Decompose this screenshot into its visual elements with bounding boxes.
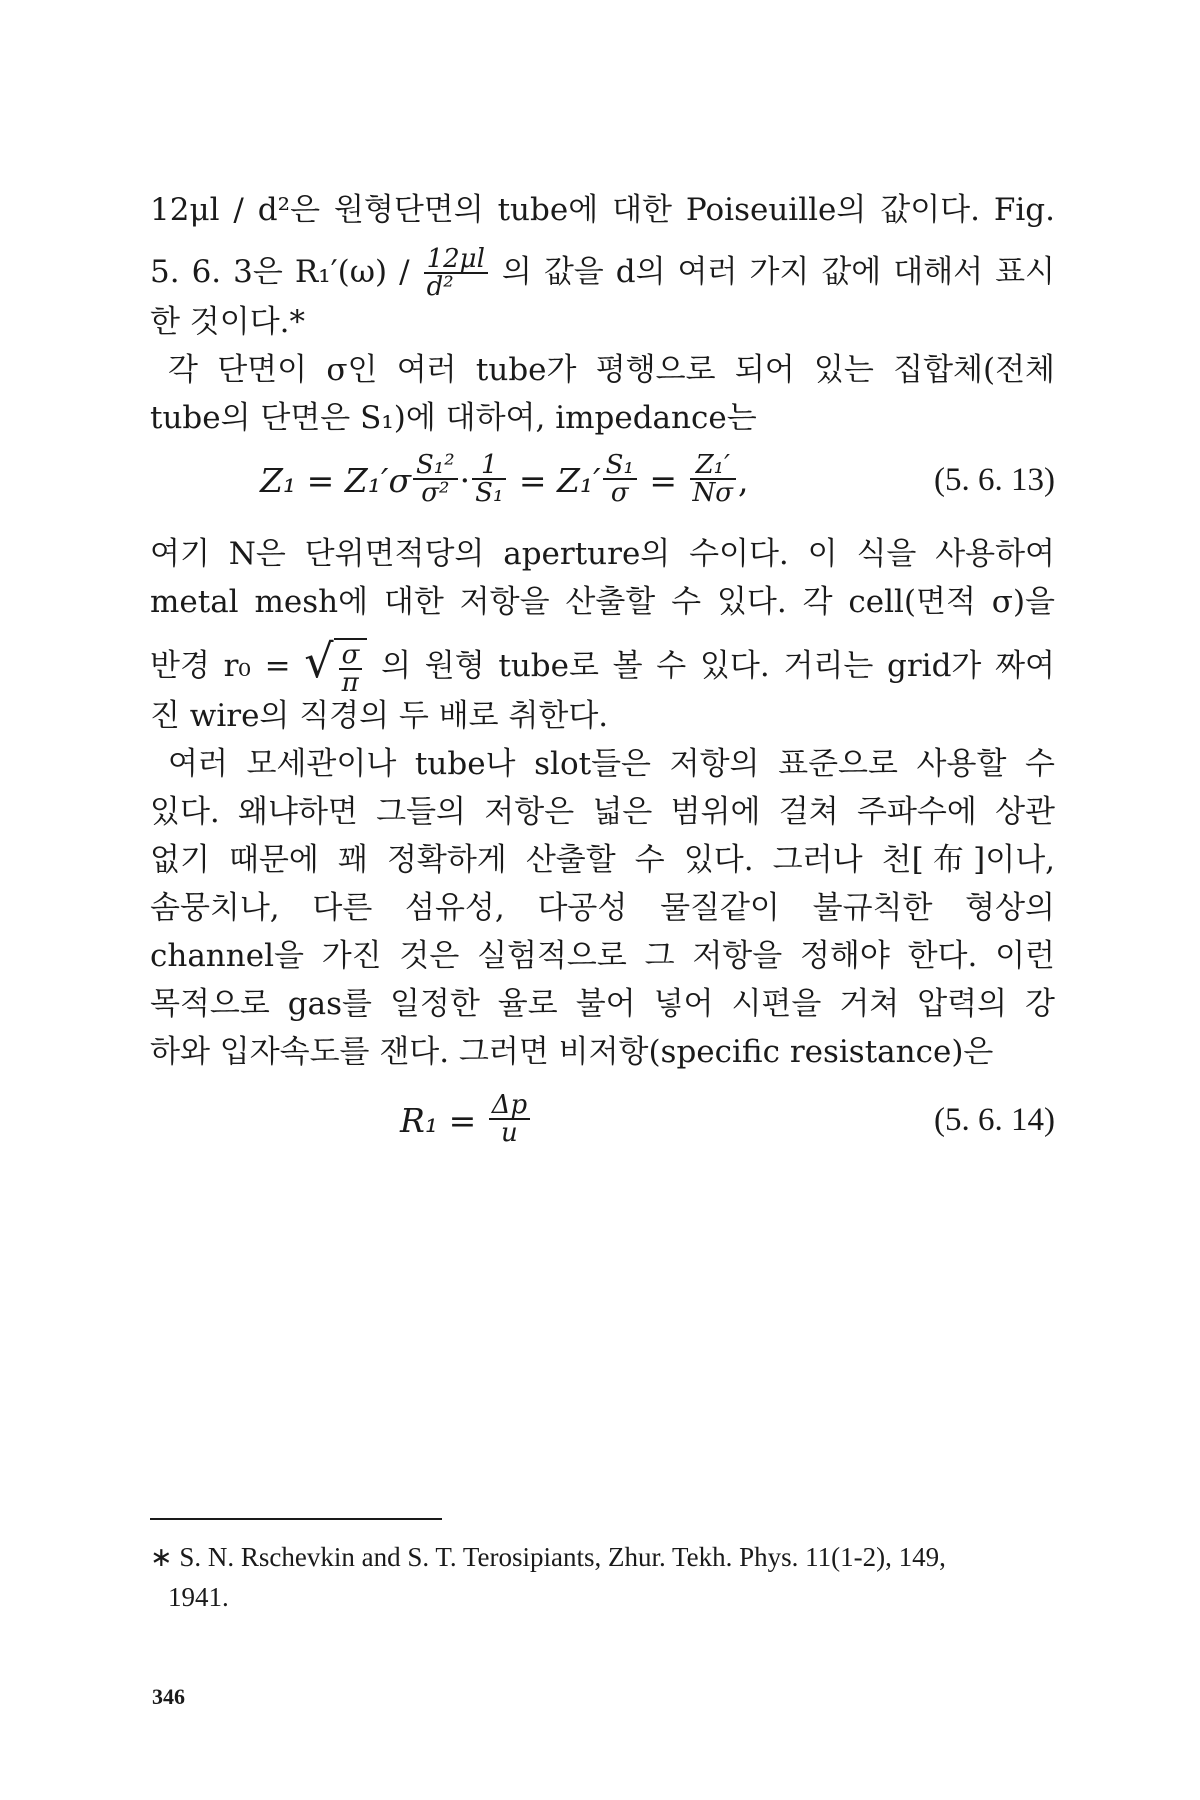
eq1-fraction-2 [472,452,506,507]
radical-sign: √ [304,634,334,688]
text-line-9: 진 wire의 직경의 두 배로 취한다. [150,698,609,734]
eq2-lhs: R₁ = [400,1100,487,1140]
text-line-7: metal mesh에 대한 저항을 산출할 수 있다. 각 cell(면적 σ)을 [150,584,1055,620]
text-line-8-start: 반경 r₀ = [150,648,305,685]
eq2-fraction-num: Δp [489,1092,530,1120]
sqrt-radicand [334,638,368,697]
inline-fraction [424,246,488,301]
text-line-12: 없기 때문에 꽤 정확하게 산출할 수 있다. 그러나 천[布]이나, [150,842,1055,878]
eq2-fraction-den: u [501,1118,518,1149]
eq1-fraction-3 [603,452,637,507]
text-line-13: 솜뭉치나, 다른 섬유성, 다공성 물질같이 불규칙한 형상의 [150,890,1055,926]
equation-number-5-6-14: (5. 6. 14) [934,1101,1055,1138]
eq1-fraction-4 [690,452,737,507]
eq1-tail: , [738,460,749,500]
text-line-8-end: 의 원형 tube로 볼 수 있다. 거리는 grid가 짜여 [381,648,1055,685]
text-line-2 [150,246,1055,301]
inline-fraction-denominator: d² [426,272,454,302]
text-line-5: tube의 단면은 S₁)에 대하여, impedance는 [150,400,757,436]
text-line-8 [150,634,1055,698]
eq1-fraction-3-num: S₁ [603,452,637,480]
sqrt-fraction-num: σ [339,642,363,670]
text-line-2-end: 의 값을 d의 여러 가지 값에 대해서 표시 [501,254,1056,291]
text-line-14: channel을 가진 것은 실험적으로 그 저항을 정해야 한다. 이런 [150,938,1055,974]
sqrt-fraction-den: π [341,668,359,698]
eq1-fraction-2-den: S₁ [475,478,504,509]
text-line-1: 12μl / d²은 원형단면의 tube에 대한 Poiseuille의 값이다. Fig. [150,192,1055,228]
eq1-middle: = Z₁′ [508,460,601,500]
inline-fraction-numerator: 12μl [424,246,488,274]
text-line-6: 여기 N은 단위면적당의 aperture의 수이다. 이 식을 사용하여 [150,536,1055,572]
equation-5-6-13-body [260,440,749,520]
eq1-fraction-2-num: 1 [472,452,506,480]
footnote-line-2: 1941. [168,1582,229,1612]
footnote-rule [150,1518,442,1520]
eq1-dot: · [459,460,471,500]
eq1-fraction-1-den: σ² [421,478,450,509]
text-line-10: 여러 모세관이나 tube나 slot들은 저항의 표준으로 사용할 수 [168,746,1055,782]
eq1-fraction-1-num: S₁² [413,452,458,480]
sqrt-expression [304,634,367,698]
eq1-equals: = [638,460,688,500]
equation-number-5-6-13: (5. 6. 13) [934,461,1055,498]
footnote-line-1: ∗ S. N. Rschevkin and S. T. Terosipiants, Zhur. Tekh. Phys. 11(1-2), 149, [150,1542,946,1572]
eq1-fraction-4-den: Nσ [692,478,734,509]
eq1-fraction-1 [413,452,458,507]
eq1-fraction-4-num: Z₁′ [690,452,737,480]
text-line-16: 하와 입자속도를 잰다. 그러면 비저항(specific resistance)은 [150,1034,994,1070]
text-line-3: 한 것이다.* [150,304,305,340]
equation-5-6-13 [150,440,1055,520]
text-line-11: 있다. 왜냐하면 그들의 저항은 넓은 범위에 걸쳐 주파수에 상관 [150,794,1055,830]
text-line-4: 각 단면이 σ인 여러 tube가 평행으로 되어 있는 집합체(전체 [168,352,1055,388]
text-line-2-start: 5. 6. 3은 R₁′(ω) / [150,254,422,291]
eq1-lhs: Z₁ = Z₁′σ [260,460,411,500]
text-line-15: 목적으로 gas를 일정한 율로 불어 넣어 시편을 거쳐 압력의 강 [150,986,1055,1022]
equation-5-6-14 [150,1080,1055,1160]
eq2-fraction [489,1092,530,1147]
page-number: 346 [152,1684,185,1709]
equation-5-6-14-body [400,1080,532,1160]
sqrt-fraction [339,642,363,697]
eq1-fraction-3-den: σ [610,478,629,509]
